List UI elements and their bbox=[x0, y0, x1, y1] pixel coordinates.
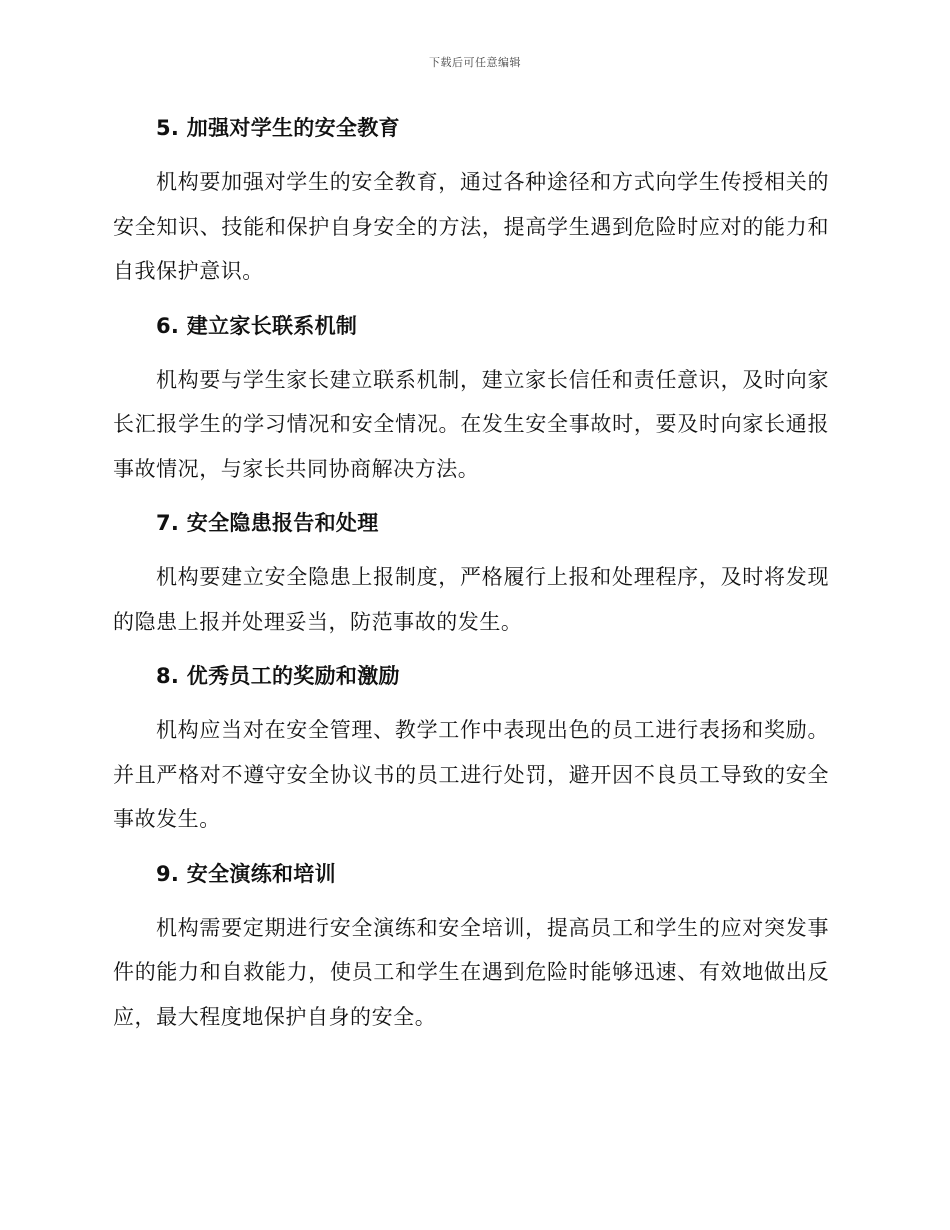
section-paragraph: 机构需要定期进行安全演练和安全培训，提高员工和学生的应对突发事件的能力和自救能力，使员工和学生在遇到危险时能够迅速、有效地做出反应，最大程度地保护自身的安全。 bbox=[113, 915, 829, 1029]
section-paragraph: 机构要加强对学生的安全教育，通过各种途径和方式向学生传授相关的安全知识、技能和保护自身安全的方法，提高学生遇到危险时应对的能力和自我保护意识。 bbox=[113, 170, 829, 283]
section-heading: 6. 建立家长联系机制 bbox=[156, 313, 358, 338]
page-header-note: 下载后可任意编辑 bbox=[429, 56, 521, 69]
section-7 bbox=[113, 503, 829, 644]
section-paragraph: 机构应当对在安全管理、教学工作中表现出色的员工进行表扬和奖励。并且严格对不遵守安全协议书的员工进行处罚，避开因不良员工导致的安全事故发生。 bbox=[113, 718, 829, 831]
section-6 bbox=[113, 306, 829, 492]
section-9 bbox=[113, 854, 829, 1040]
section-heading: 8. 优秀员工的奖励和激励 bbox=[156, 664, 400, 688]
section-8 bbox=[113, 656, 829, 842]
section-heading: 5. 加强对学生的安全教育 bbox=[156, 116, 400, 140]
section-heading: 9. 安全演练和培训 bbox=[156, 861, 336, 886]
section-paragraph: 机构要与学生家长建立联系机制，建立家长信任和责任意识，及时向家长汇报学生的学习情况和安全情况。在发生安全事故时，要及时向家长通报事故情况，与家长共同协商解决方法。 bbox=[113, 367, 829, 481]
section-5 bbox=[113, 108, 829, 294]
section-paragraph: 机构要建立安全隐患上报制度，严格履行上报和处理程序，及时将发现的隐患上报并处理妥当，防范事故的发生。 bbox=[113, 565, 829, 634]
section-heading: 7. 安全隐患报告和处理 bbox=[156, 511, 379, 535]
document-body bbox=[113, 108, 829, 1051]
